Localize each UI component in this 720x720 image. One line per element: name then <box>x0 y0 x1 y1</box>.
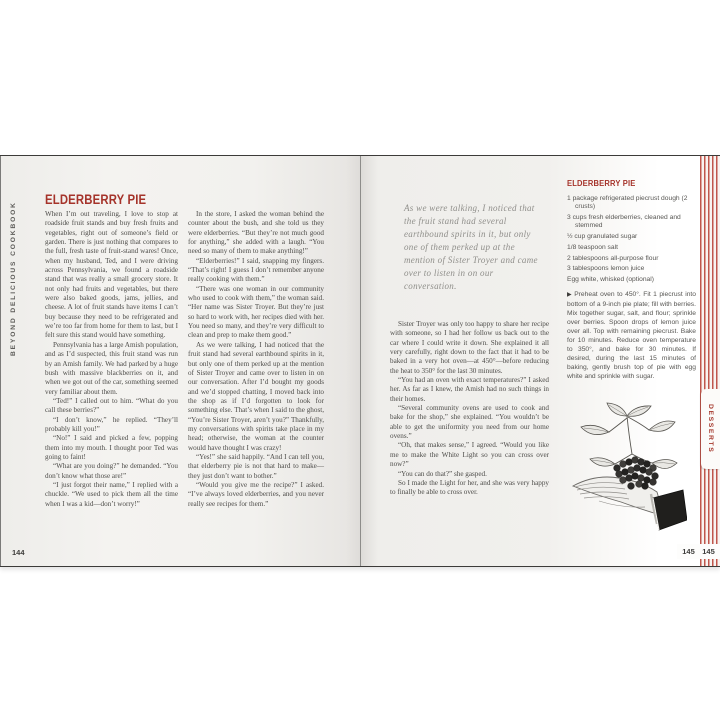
paragraph: “Ted!” I called out to him. “What do you call these berries?” <box>45 396 178 415</box>
right-page <box>361 156 700 566</box>
ingredient-item: Egg white, whisked (optional) <box>567 276 654 284</box>
elderberry-hand-illustration <box>569 402 687 534</box>
desserts-section-tab <box>701 389 720 469</box>
paragraph: “What are you doing?” he demanded. “You don’t know what those are!” <box>45 462 178 480</box>
fore-edge-stripes <box>700 156 720 566</box>
recipe-title: ELDERBERRY PIE <box>567 178 636 188</box>
left-column-2 <box>188 210 324 509</box>
ingredient-item: 1 package refrigerated piecrust dough (2 crusts) <box>567 195 688 211</box>
paragraph: As we were talking, I had noticed that the fruit stand had several earthbound spirits in it, but only one of them perked up at the mention of Sister Troyer and came over to listen in on our conversation. After I’d bought my goods and we’d stopped chatting, I moved back into the shop as if I’d forgotten to look for something else. That’s when I said to the ghost, “You’re Sister Troyer, aren’t you?” Thankfully, my conversations with spirits take place in my head; otherwise, the woman at the counter would have thought I was crazy! <box>188 340 324 452</box>
paragraph: “I just forgot their name,” I replied with a chuckle. “We used to pick them all the time when I was a kid—don’t worry!” <box>45 480 178 508</box>
paragraph: “You can do that?” she gasped. <box>398 469 487 478</box>
step-arrow-icon: ▶ <box>567 292 573 299</box>
page-number-left: 144 <box>12 548 25 557</box>
paragraph: “Several community ovens are used to cook and bake for the shop,” she explained. “You wouldn’t be able to get the uniformity you need from our home ovens.” <box>390 404 549 441</box>
page-number-right-label: 145 <box>682 547 695 556</box>
ingredient-item: 3 cups fresh elderberries, cleaned and stemmed <box>567 214 681 230</box>
left-page <box>0 156 360 566</box>
ingredient-item: 2 tablespoons all-purpose flour <box>567 254 659 262</box>
section-tab-label: DESSERTS <box>707 404 714 454</box>
spine-title: BEYOND DELICIOUS COOKBOOK <box>10 201 17 356</box>
paragraph: So I made the Light for her, and she was very happy to finally be able to cross over. <box>390 478 549 497</box>
page-number-right-text: 145 <box>702 547 715 556</box>
handwritten-quote: As we were talking, I noticed that the fruit stand had several earthbound spirits in it, but only one of them perked up at the mention of Sister Troyer and came over to listen in on our conversation. <box>404 203 538 291</box>
paragraph: Pennsylvania has a large Amish population, and as I’d suspected, this fruit stand was run by an Amish family. We had parked by a huge bush with massive blackberries on it, and when we got out of the car, something seemed very familiar about them. <box>45 340 178 396</box>
recipe-sidebar <box>567 178 696 381</box>
paragraph: “No!” I said and picked a few, popping them into my mouth. I thought poor Ted was going to faint! <box>45 434 178 461</box>
recipe-instructions <box>567 290 696 381</box>
cookbook-spread <box>0 155 720 567</box>
paragraph: “Elderberries!” I said, snapping my fingers. “That’s right! I guess I don’t remember anyone really cooking with them.” <box>188 256 324 284</box>
paragraph: “Yes!” she said happily. “And I can tell you, that elderberry pie is not that hard to make—they just don’t want to bother.” <box>188 452 324 480</box>
page-title: ELDERBERRY PIE <box>45 192 147 208</box>
paragraph: “You had an oven with exact temperatures?” I asked her. As far as I knew, the Amish had no such things in their homes. <box>390 376 549 403</box>
paragraph: When I’m out traveling, I love to stop at roadside fruit stands and buy fresh fruits and vegetables, right out of someone’s field or garden. There is just nothing that compares to the full, fresh taste of fruit-stand wares! Once, when my husband, Ted, and I were driving across Pennsylvania, we found a roadside stand that was really a small grocery store. It not only had fruits and vegetables, but there were also baked goods, jams, jellies, and cheese. A lot of fruit stands have items I can’t buy because they need to be refrigerated and we’re too far from home for them to last, but I felt sure this stand would have something. <box>45 210 178 340</box>
ingredient-item: 3 tablespoons lemon juice <box>567 265 645 273</box>
ingredient-item: ½ cup granulated sugar <box>567 233 638 240</box>
paragraph: “There was one woman in our community who used to cook with them,” the woman said. “Her name was Sister Troyer. But they’re just so hard to work with, her recipes died with her. You need so many, and they’re very difficult to clean and prep to make them good.” <box>188 284 324 340</box>
ingredient-item: 1/8 teaspoon salt <box>567 243 618 251</box>
paragraph: Sister Troyer was only too happy to share her recipe with someone, so I had her follow us back out to the car where I could write it down. She explained it all very carefully, right down to the fact that it had to be baked in a very hot oven—at 450°—before reducing the heat to 350° for the last 30 minutes. <box>390 320 549 375</box>
right-text-column <box>390 320 549 498</box>
paragraph: In the store, I asked the woman behind the counter about the bush, and she told us they were elderberries. “But they’re not much good for anything,” she added with a laugh. “You need so many of them to make anything!” <box>188 210 324 256</box>
left-column-1 <box>45 210 178 509</box>
instructions-text: Preheat oven to 450°. Fit 1 piecrust into bottom of a 9-inch pie plate; fill with berries. Mix together sugar, salt, and flour; sprinkle over berries. Spoon drops of lemon juice over all. Top with remaining piecrust. Bake for 10 minutes. Reduce oven temperature to 350°, and bake for 30 minutes. If desired, during the last 15 minutes of baking, gently brush top of pie with egg white and sprinkle with sugar. <box>567 291 696 381</box>
paragraph: “Oh, that makes sense,” I agreed. “Would you like me to make the White Light so you can cross over now?” <box>390 441 549 469</box>
ingredient-list <box>567 195 696 284</box>
paragraph: “I don’t know,” he replied. “They’ll probably kill you!” <box>45 415 178 433</box>
paragraph: “Would you give me the recipe?” I asked. “I’ve always loved elderberries, and you never really see recipes for them.” <box>188 480 324 508</box>
page-number-right-box <box>697 544 720 559</box>
